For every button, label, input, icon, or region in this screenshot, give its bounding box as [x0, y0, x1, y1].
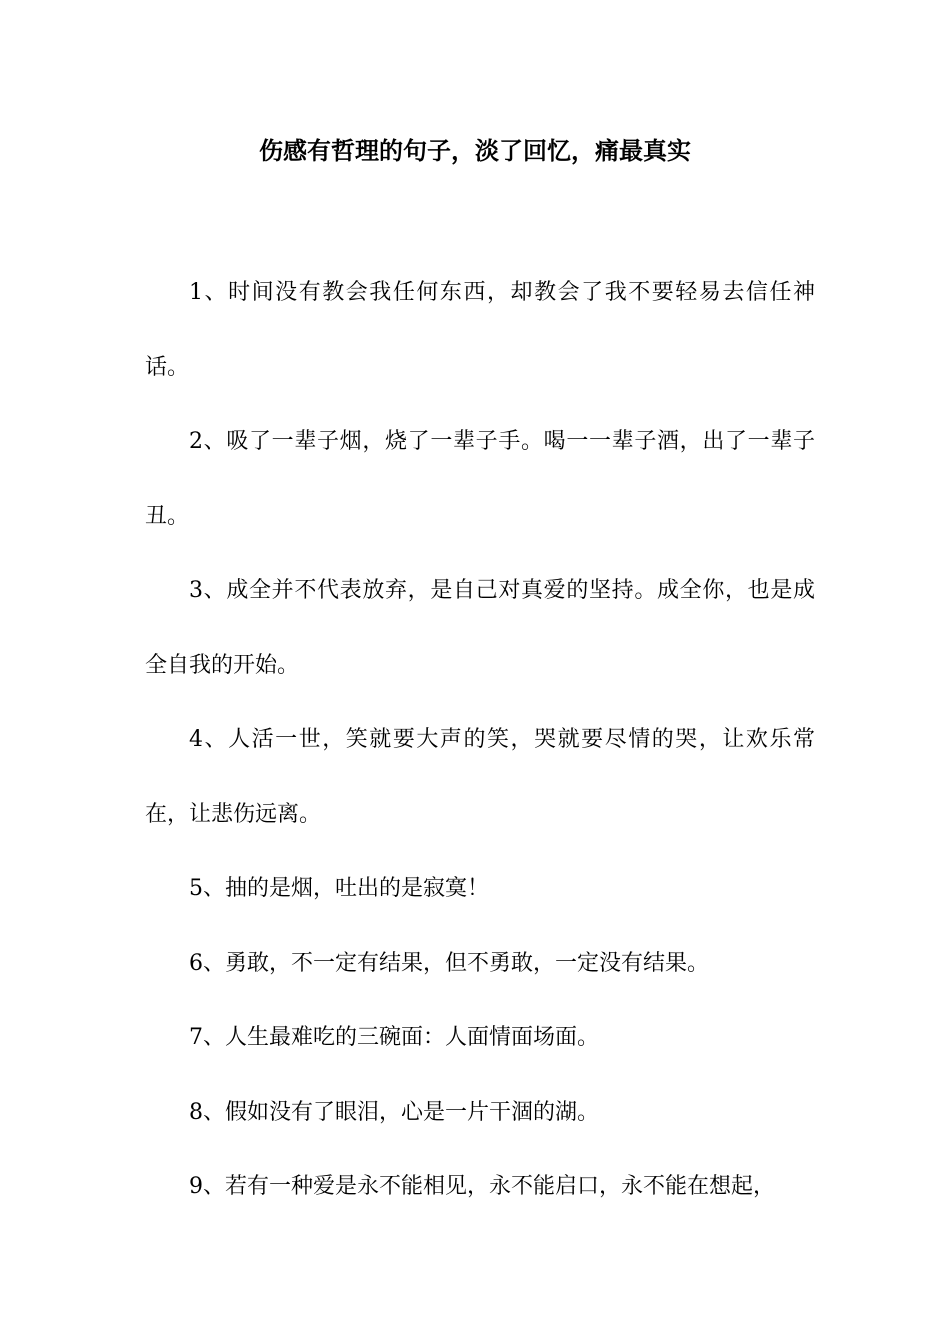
paragraph-4: 4、人活一世，笑就要大声的笑，哭就要尽情的哭，让欢乐常在，让悲伤远离。: [145, 727, 815, 827]
paragraph-6: 6、勇敢，不一定有结果，但不勇敢，一定没有结果。: [189, 950, 709, 976]
paragraph-5: 5、抽的是烟，吐出的是寂寞！: [189, 876, 489, 901]
document-body: [145, 256, 815, 1225]
paragraph-2: 2、吸了一辈子烟，烧了一辈子手。喝一一辈子酒，出了一辈子丑。: [145, 429, 815, 529]
document-title: 伤感有哲理的句子，淡了回忆，痛最真实: [259, 136, 691, 165]
paragraph-9: 9、若有一种爱是永不能相见，永不能启口，永不能在想起，: [189, 1174, 775, 1199]
paragraph-8: 8、假如没有了眼泪，心是一片干涸的湖。: [189, 1099, 599, 1125]
paragraph-1: 1、时间没有教会我任何东西，却教会了我不要轻易去信任神话。: [145, 280, 815, 380]
paragraph-3: 3、成全并不代表放弃，是自己对真爱的坚持。成全你，也是成全自我的开始。: [145, 578, 815, 678]
paragraph-7: 7、人生最难吃的三碗面：人面情面场面。: [189, 1025, 599, 1050]
